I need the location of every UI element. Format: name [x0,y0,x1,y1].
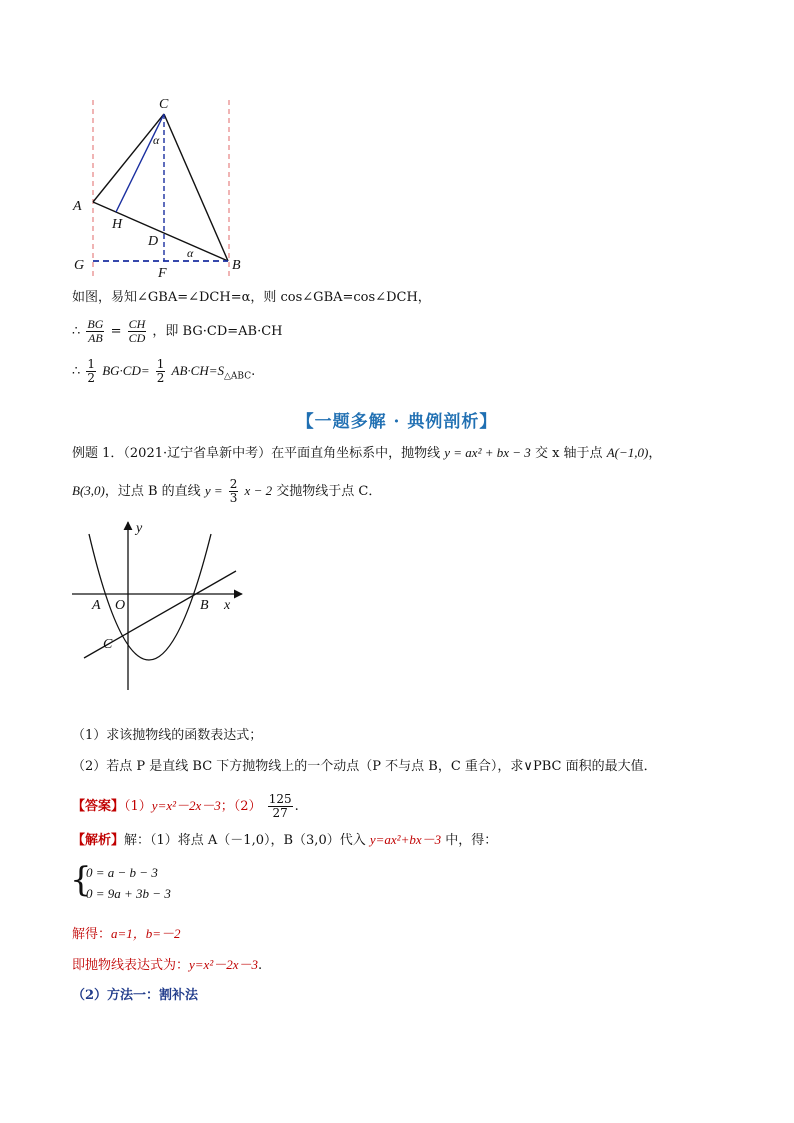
answer-fraction: $\frac{125}{27}$ [268,792,292,820]
expression-line: 即抛物线表达式为：y=x²－2x－3. [72,957,263,973]
label-alpha-bottom: α [187,246,194,260]
label-c2: C [103,637,113,652]
analysis-line-1: 【解析】解：（1）将点 A（－1,0），B（3,0）代入 y=ax²+bx－3 中，得： [72,832,498,848]
fraction-bg-ab: $\frac{BG}{AB}$ [87,317,104,345]
label-h: H [112,217,123,232]
label-d: D [148,234,159,249]
label-b2: B [200,598,209,613]
proof-line-3: ∴ $\frac{1}{2}$ BG·CD= $\frac{1}{2}$ $AB\cdot CH=S_{\triangle ABC}$. [72,357,256,385]
section-title: 【一题多解 · 典例剖析】 [296,412,498,432]
method-heading: （2）方法一：割补法 [72,988,199,1003]
fraction-two-thirds: $\frac{2}{3}$ [229,477,238,505]
proof-line-1: 如图，易知∠GBA=∠DCH=α，则 cos∠GBA=cos∠DCH， [72,290,431,305]
system-eq-1: 0 = a − b − 3 [86,865,158,880]
question-1: （1）求该抛物线的函数表达式； [72,728,263,743]
label-y: y [136,521,143,536]
system-eq-2: 0 = 9a + 3b − 3 [86,886,171,901]
parabola-figure [66,516,256,692]
question-2: （2）若点 P 是直线 BC 下方抛物线上的一个动点（P 不与点 B，C 重合），求∨PBC 面积的最大值． [72,759,657,774]
answer-line: 【答案】（1）y=x²－2x－3；（2） $\frac{125}{27}$ . [72,792,299,820]
label-o: O [115,598,126,613]
proof-line-2: ∴ $\frac{BG}{AB}$ = $\frac{CH}{CD}$ ，即 BG·CD=AB·CH [72,317,283,345]
label-a2: A [92,598,101,613]
segment-ch [116,114,164,212]
label-g: G [74,258,85,273]
solution-line: 解得：a=1，b=－2 [72,926,181,942]
fraction-half-1: $\frac{1}{2}$ [87,357,96,385]
segment-cb [164,114,228,261]
label-b: B [232,258,241,273]
segment-ca [93,114,164,202]
triangle-figure [66,94,256,280]
label-x: x [224,598,231,613]
label-c: C [159,97,169,112]
system-brace: { [70,860,92,900]
example-line-2: B(3,0)，过点 B 的直线 y = $\frac{2}{3}$ x − 2 交抛物线于点 C． [72,477,382,505]
example-line-1: 例题 1．（2021·辽宁省阜新中考）在平面直角坐标系中，抛物线 y = ax² + bx − 3 交 x 轴于点 A(−1,0)， [72,445,662,461]
label-a: A [73,199,82,214]
label-f: F [158,266,167,280]
fraction-half-2: $\frac{1}{2}$ [156,357,165,385]
label-alpha-top: α [153,133,160,147]
fraction-ch-cd: $\frac{CH}{CD}$ [128,317,146,345]
